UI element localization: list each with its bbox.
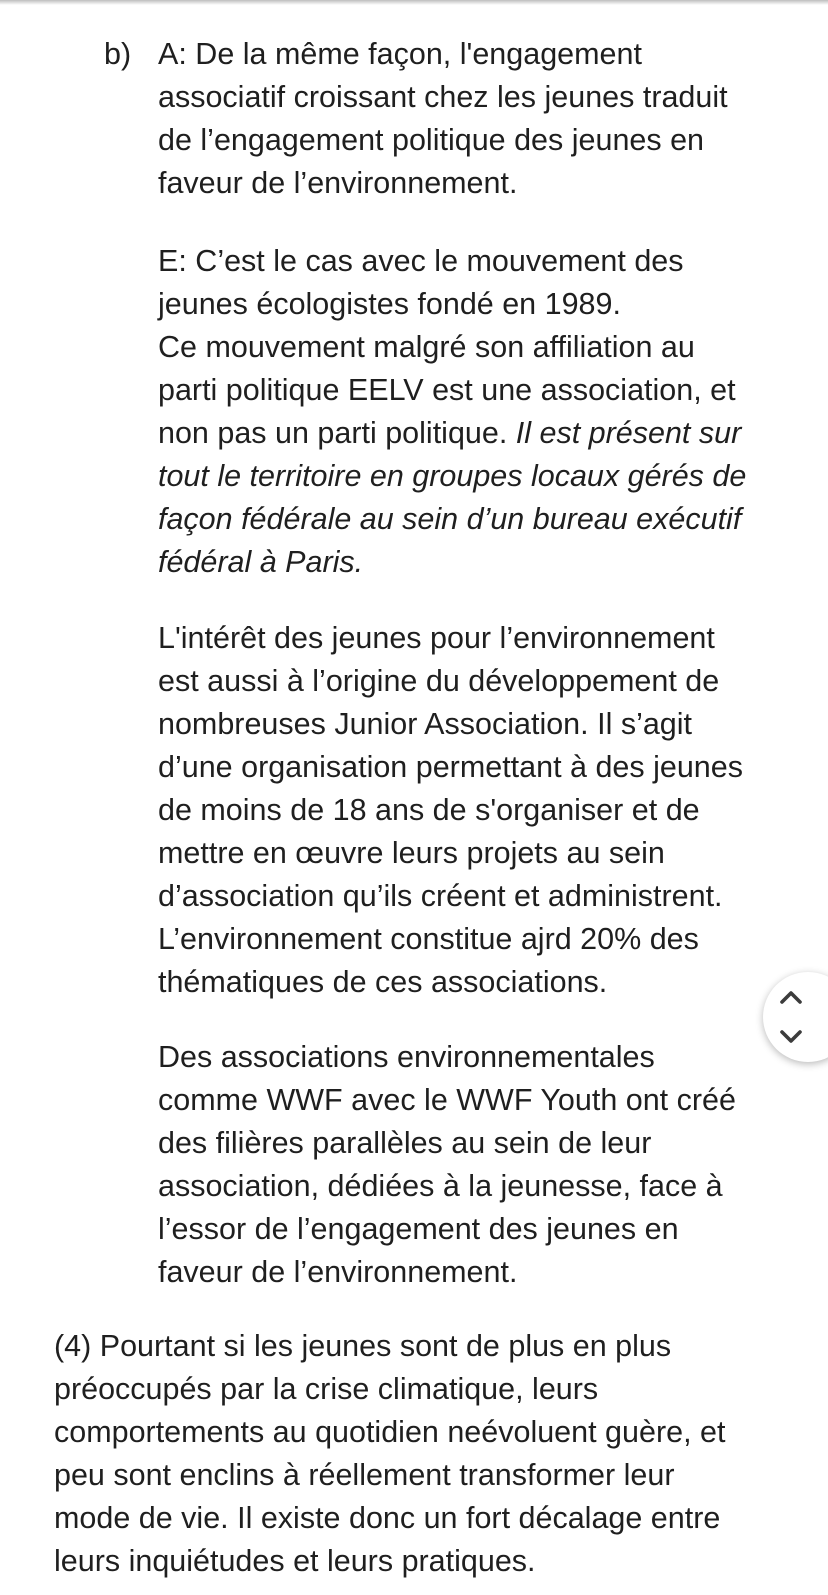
item-b-argument: A: De la même façon, l'engagement associatif croissant chez les jeunes traduit de l’engagement politique des jeunes en faveur de l’environnement. <box>158 37 728 200</box>
item-b-marker: b) <box>104 37 132 71</box>
example-italic-text: Il est présent sur tout le territoire en groupes locaux gérés de façon fédérale au sein d’un bureau exécutif fédéral à Paris. <box>158 416 747 579</box>
chevron-down-icon <box>778 1028 804 1046</box>
junior-association-paragraph: L'intérêt des jeunes pour l’environnement est aussi à l’origine du développement de nombreuses Junior Association. Il s’agit d’une organisation permettant à des jeunes de moins de 18 ans de s'organiser et de mettre en œuvre leurs projets au sein d’association qu’ils créent et administrent. L’environnement constitue ajrd 20% des thématiques de ces associations. <box>158 621 743 999</box>
item-b-example <box>158 240 798 584</box>
example-text: E: C’est le cas avec le mouvement des jeunes écologistes fondé en 1989. Ce mouvement malgré son affiliation au parti politique EELV est une association, et non pas un parti politique. <box>158 244 736 450</box>
result-navigation <box>763 972 828 1062</box>
previous-result-button[interactable] <box>763 976 819 1018</box>
wwf-paragraph: Des associations environnementales comme WWF avec le WWF Youth ont créé des filières parallèles au sein de leur association, dédiées à la jeunesse, face à l’essor de l’engagement des jeunes en faveur de l’environnement. <box>158 1040 736 1289</box>
chevron-up-icon <box>778 988 804 1006</box>
item-4-paragraph: (4) Pourtant si les jeunes sont de plus en plus préoccupés par la crise climatique, leurs comportements au quotidien neévoluent guère, et peu sont enclins à réellement transformer leur mode de vie. Il existe donc un fort décalage entre leurs inquiétudes et leurs pratiques. <box>54 1329 726 1578</box>
next-result-button[interactable] <box>763 1016 819 1058</box>
